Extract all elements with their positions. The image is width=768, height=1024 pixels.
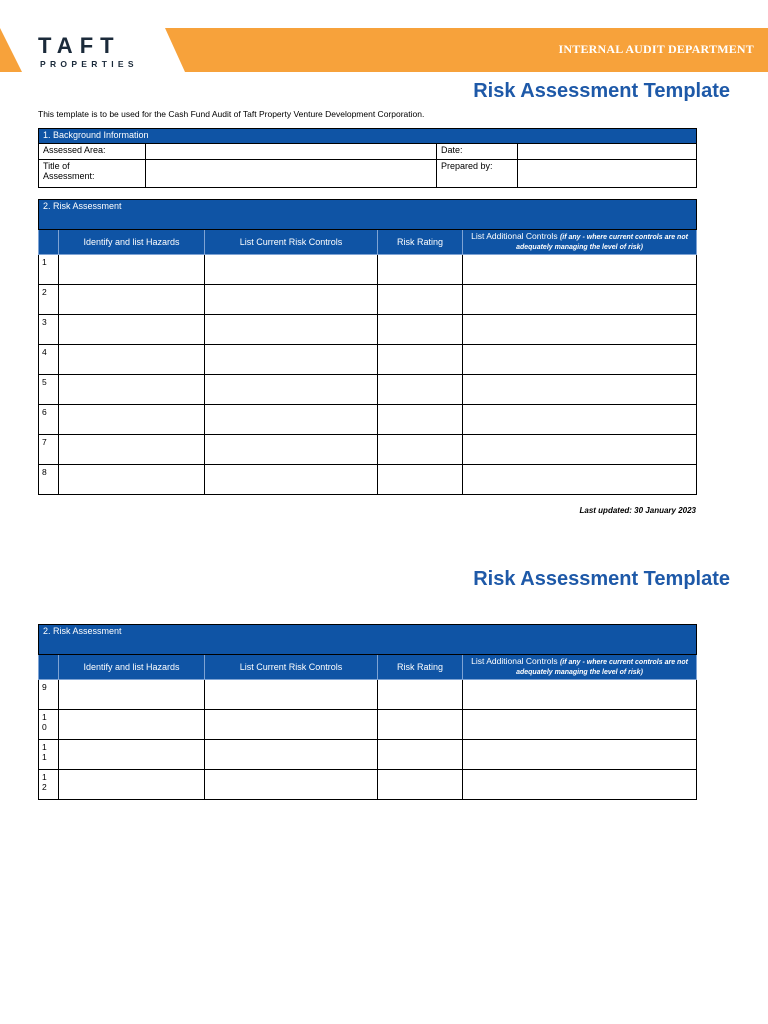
hazard-cell[interactable] [59, 680, 205, 710]
row-number [39, 345, 59, 375]
col-risk-rating: Risk Rating [378, 230, 463, 255]
col-current-controls-2: List Current Risk Controls [205, 655, 378, 680]
col-additional-controls-2 [463, 655, 697, 680]
row-number-digit: 0 [42, 722, 47, 732]
table-row [39, 465, 697, 495]
table-row [39, 255, 697, 285]
background-info-table [38, 128, 697, 188]
current-controls-cell[interactable] [205, 465, 378, 495]
additional-controls-cell[interactable] [463, 435, 697, 465]
assessed-area-field[interactable] [146, 144, 437, 160]
row-number-digit: 7 [42, 437, 47, 447]
department-label: INTERNAL AUDIT DEPARTMENT [558, 42, 754, 56]
row-number-digit: 5 [42, 377, 47, 387]
current-controls-cell[interactable] [205, 680, 378, 710]
risk-rating-cell[interactable] [378, 375, 463, 405]
row-number-digit: 1 [42, 712, 47, 722]
table-row [39, 770, 697, 800]
col-hazards: Identify and list Hazards [59, 230, 205, 255]
hazard-cell[interactable] [59, 375, 205, 405]
col-hazards-2: Identify and list Hazards [59, 655, 205, 680]
background-section-header [39, 129, 697, 144]
row-number [39, 435, 59, 465]
page-title-2: Risk Assessment Template [473, 568, 730, 590]
row-number [39, 315, 59, 345]
additional-controls-cell[interactable] [463, 375, 697, 405]
date-field[interactable] [518, 144, 697, 160]
current-controls-cell[interactable] [205, 740, 378, 770]
date-label: Date: [437, 144, 518, 160]
row-number-digit: 2 [42, 287, 47, 297]
risk-section-title: 2. Risk Assessment [39, 200, 697, 230]
hazard-cell[interactable] [59, 770, 205, 800]
col-additional-controls [463, 230, 697, 255]
assessment-title-label [39, 160, 146, 188]
current-controls-cell[interactable] [205, 315, 378, 345]
hazard-cell[interactable] [59, 710, 205, 740]
row-number-digit: 8 [42, 467, 47, 477]
risk-rating-cell[interactable] [378, 435, 463, 465]
hazard-cell[interactable] [59, 740, 205, 770]
row-number [39, 710, 59, 740]
col-number [39, 230, 59, 255]
table-row [39, 375, 697, 405]
risk-rating-cell[interactable] [378, 405, 463, 435]
current-controls-cell[interactable] [205, 770, 378, 800]
hazard-cell[interactable] [59, 465, 205, 495]
col-number-2 [39, 655, 59, 680]
risk-rating-cell[interactable] [378, 680, 463, 710]
hazard-cell[interactable] [59, 255, 205, 285]
table-row [39, 315, 697, 345]
row-number-digit: 9 [42, 682, 47, 692]
hazard-cell[interactable] [59, 345, 205, 375]
risk-assessment-table-2 [38, 624, 697, 800]
last-updated: Last updated: 30 January 2023 [579, 506, 696, 515]
hazard-cell[interactable] [59, 435, 205, 465]
row-number-digit: 1 [42, 257, 47, 267]
risk-rating-cell[interactable] [378, 285, 463, 315]
table-row [39, 285, 697, 315]
risk-section-title-2: 2. Risk Assessment [39, 625, 697, 655]
hazard-cell[interactable] [59, 285, 205, 315]
row-number [39, 465, 59, 495]
current-controls-cell[interactable] [205, 285, 378, 315]
table-row [39, 710, 697, 740]
row-number-digit: 6 [42, 407, 47, 417]
col-additional-note: (if any - where current controls are not adequately managing the level of risk) [516, 234, 688, 251]
assessment-title-field[interactable] [146, 160, 437, 188]
risk-rating-cell[interactable] [378, 710, 463, 740]
risk-rating-cell[interactable] [378, 255, 463, 285]
additional-controls-cell[interactable] [463, 345, 697, 375]
row-number [39, 375, 59, 405]
risk-column-headers [39, 230, 697, 255]
additional-controls-cell[interactable] [463, 465, 697, 495]
current-controls-cell[interactable] [205, 255, 378, 285]
row-number [39, 770, 59, 800]
assessment-title-label-line1: Title of [43, 161, 70, 171]
col-risk-rating-2: Risk Rating [378, 655, 463, 680]
risk-rating-cell[interactable] [378, 465, 463, 495]
hazard-cell[interactable] [59, 315, 205, 345]
table-row [39, 345, 697, 375]
background-section-title: 1. Background Information [39, 129, 697, 144]
row-number [39, 285, 59, 315]
risk-rating-cell[interactable] [378, 315, 463, 345]
assessed-area-label: Assessed Area: [39, 144, 146, 160]
row-number [39, 255, 59, 285]
additional-controls-cell[interactable] [463, 315, 697, 345]
row-number-digit: 1 [42, 752, 47, 762]
risk-rating-cell[interactable] [378, 770, 463, 800]
row-number-digit: 1 [42, 772, 47, 782]
additional-controls-cell[interactable] [463, 770, 697, 800]
current-controls-cell[interactable] [205, 405, 378, 435]
additional-controls-cell[interactable] [463, 680, 697, 710]
row-number [39, 405, 59, 435]
additional-controls-cell[interactable] [463, 405, 697, 435]
table-row [39, 435, 697, 465]
additional-controls-cell[interactable] [463, 285, 697, 315]
assessment-title-label-line2: Assessment: [43, 171, 95, 181]
row-number [39, 740, 59, 770]
taft-logo [38, 34, 158, 72]
col-current-controls: List Current Risk Controls [205, 230, 378, 255]
row-number-digit: 2 [42, 782, 47, 792]
current-controls-cell[interactable] [205, 345, 378, 375]
row-number-digit: 3 [42, 317, 47, 327]
col-additional-note-2: (if any - where current controls are not adequately managing the level of risk) [516, 659, 688, 676]
row-number [39, 680, 59, 710]
table-row [39, 680, 697, 710]
risk-column-headers-2 [39, 655, 697, 680]
risk-rating-cell[interactable] [378, 345, 463, 375]
current-controls-cell[interactable] [205, 710, 378, 740]
page-title: Risk Assessment Template [473, 80, 730, 102]
risk-rating-cell[interactable] [378, 740, 463, 770]
row-number-digit: 4 [42, 347, 47, 357]
hazard-cell[interactable] [59, 405, 205, 435]
risk-assessment-table-1 [38, 199, 697, 495]
col-additional-label: List Additional Controls [471, 231, 558, 241]
col-additional-label-2: List Additional Controls [471, 656, 558, 666]
logo-subtext: PROPERTIES [40, 59, 138, 69]
additional-controls-cell[interactable] [463, 740, 697, 770]
prepared-by-label: Prepared by: [437, 160, 518, 188]
row-number-digit: 1 [42, 742, 47, 752]
additional-controls-cell[interactable] [463, 255, 697, 285]
current-controls-cell[interactable] [205, 435, 378, 465]
table-row [39, 405, 697, 435]
table-row [39, 740, 697, 770]
prepared-by-field[interactable] [518, 160, 697, 188]
additional-controls-cell[interactable] [463, 710, 697, 740]
logo-wordmark: TAFT [38, 33, 121, 58]
current-controls-cell[interactable] [205, 375, 378, 405]
intro-text: This template is to be used for the Cash Fund Audit of Taft Property Venture Development Corporation. [38, 109, 425, 119]
